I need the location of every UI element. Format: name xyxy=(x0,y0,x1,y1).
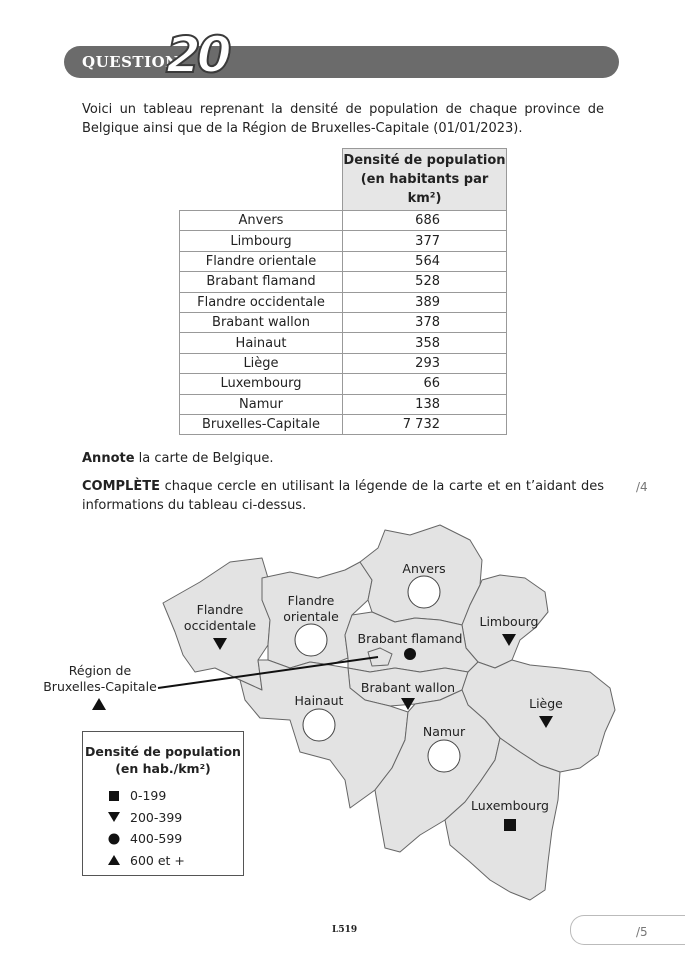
triangle-up-icon xyxy=(92,698,106,710)
province-name: Flandre occidentale xyxy=(180,292,343,312)
label-liege: Liège xyxy=(529,696,563,711)
province-name: Anvers xyxy=(180,211,343,231)
label-limbourg: Limbourg xyxy=(479,614,539,629)
legend-subtitle: (en hab./km²) xyxy=(115,761,211,776)
density-value: 138 xyxy=(343,394,507,414)
legend-label: 600 et + xyxy=(130,852,185,868)
label-bruxelles-2: Bruxelles-Capitale xyxy=(43,679,157,694)
province-name: Brabant flamand xyxy=(180,272,343,292)
province-name: Bruxelles-Capitale xyxy=(180,414,343,434)
province-name: Liège xyxy=(180,353,343,373)
legend-item xyxy=(108,785,243,807)
answer-circle-flandre-orientale[interactable] xyxy=(295,624,327,656)
label-brabant-flamand: Brabant flamand xyxy=(357,631,463,646)
instruction-complete: COMPLÈTE chaque cercle en utilisant la légende de la carte et en t’aidant des informations du tableau ci-dessus. xyxy=(82,479,604,513)
density-value: 378 xyxy=(343,312,507,332)
density-value: 564 xyxy=(343,251,507,271)
square-icon xyxy=(108,790,122,802)
question-score: /4 xyxy=(636,480,648,494)
legend-label: 0-199 xyxy=(130,788,167,804)
circle-icon xyxy=(404,648,416,660)
label-bruxelles-1: Région de xyxy=(68,663,132,678)
triangle-down-icon xyxy=(108,811,122,823)
label-brabant-wallon: Brabant wallon xyxy=(360,680,456,695)
question-number: 20 xyxy=(166,26,228,84)
density-value: 66 xyxy=(343,374,507,394)
province-name: Namur xyxy=(180,394,343,414)
legend-item xyxy=(108,850,243,872)
label-flandre-orientale-1: Flandre xyxy=(287,593,335,608)
density-value: 377 xyxy=(343,231,507,251)
question-label: QUESTION xyxy=(82,53,180,71)
answer-circle-hainaut[interactable] xyxy=(303,709,335,741)
province-name: Flandre orientale xyxy=(180,251,343,271)
label-hainaut: Hainaut xyxy=(294,693,344,708)
table-header: Densité de population (en habitants par km²) xyxy=(343,149,507,211)
label-luxembourg: Luxembourg xyxy=(471,798,549,813)
density-value: 528 xyxy=(343,272,507,292)
density-value: 7 732 xyxy=(343,414,507,434)
circle-icon xyxy=(108,833,122,845)
legend-label: 200-399 xyxy=(130,809,183,825)
province-name: Limbourg xyxy=(180,231,343,251)
province-name: Brabant wallon xyxy=(180,312,343,332)
square-icon xyxy=(504,819,516,831)
intro-text: Voici un tableau reprenant la densité de population de chaque province de Belgique ainsi que de la Région de Bruxelles-Capitale (01/01/2023). xyxy=(82,102,604,136)
label-flandre-orientale-2: orientale xyxy=(283,609,339,624)
label-flandre-occidentale-1: Flandre xyxy=(196,602,244,617)
score-box xyxy=(570,915,685,945)
label-anvers: Anvers xyxy=(402,561,446,576)
instruction-annotate: Annote la carte de Belgique. xyxy=(82,451,274,466)
answer-circle-namur[interactable] xyxy=(428,740,460,772)
label-flandre-occidentale-2: occidentale xyxy=(183,618,257,633)
total-score: /5 xyxy=(636,925,648,939)
legend-item xyxy=(108,807,243,829)
density-value: 686 xyxy=(343,211,507,231)
triangle-up-icon xyxy=(108,854,122,866)
answer-circle-anvers[interactable] xyxy=(408,576,440,608)
label-namur: Namur xyxy=(422,724,466,739)
page-code: L519 xyxy=(332,925,358,935)
density-value: 389 xyxy=(343,292,507,312)
legend-title: Densité de population xyxy=(85,744,241,759)
density-value: 358 xyxy=(343,333,507,353)
map-legend xyxy=(82,731,244,876)
legend-item xyxy=(108,828,243,850)
density-value: 293 xyxy=(343,353,507,373)
province-name: Luxembourg xyxy=(180,374,343,394)
legend-label: 400-599 xyxy=(130,831,183,847)
province-name: Hainaut xyxy=(180,333,343,353)
